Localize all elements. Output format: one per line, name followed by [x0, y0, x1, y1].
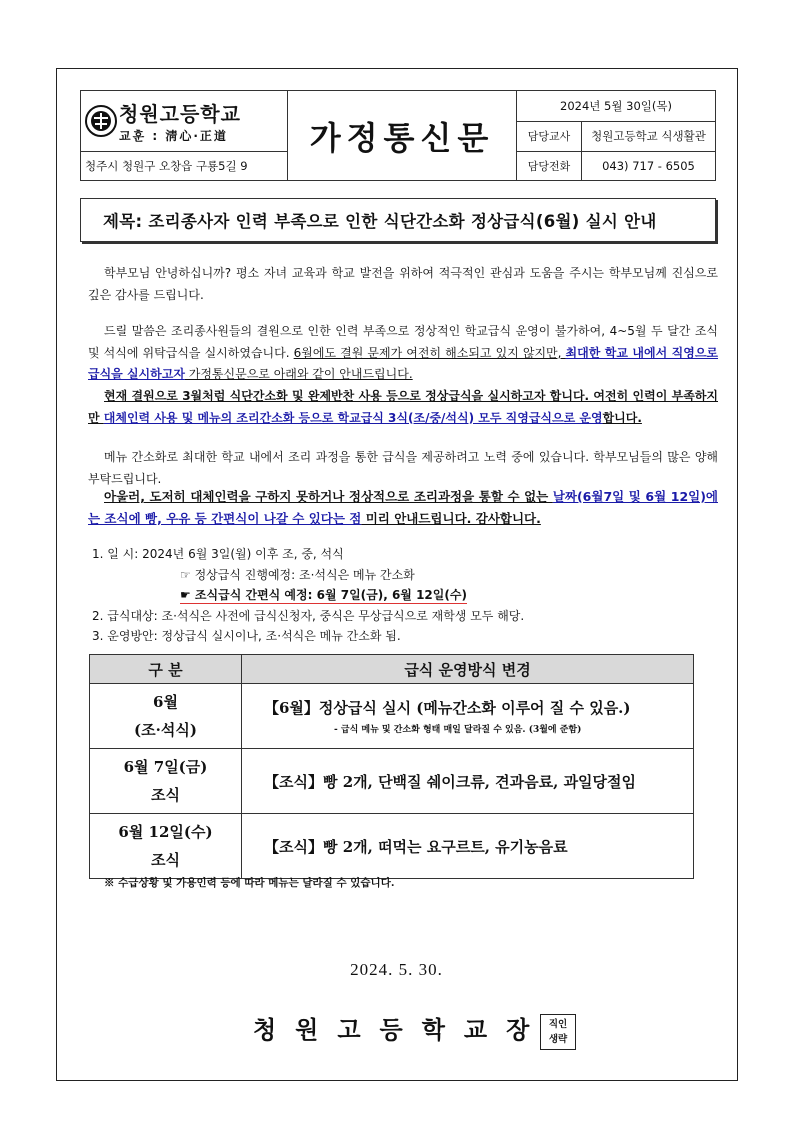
phone-label: 담당전화	[517, 152, 582, 181]
document-title: 가정통신문	[288, 91, 517, 181]
document-date: 2024년 5월 30일(목)	[517, 91, 716, 122]
school-motto: 교훈 : 淸心·正道	[119, 129, 228, 143]
header-table	[80, 90, 716, 181]
menu-header-period: 구 분	[90, 655, 242, 684]
menu-period: 6월 7일(금) 조식	[90, 749, 242, 814]
teacher-value: 청원고등학교 식생활관	[582, 121, 716, 152]
menu-header-change: 급식 운영방식 변경	[242, 655, 694, 684]
paragraph-simplification: 메뉴 간소화로 최대한 학교 내에서 조리 과정을 통한 급식을 제공하려고 노력 중에 있습니다. 학부모님들의 많은 양해 부탁드립니다.	[88, 450, 718, 486]
menu-period: 6월 12일(수) 조식	[90, 814, 242, 879]
notice-subject: 제목: 조리종사자 인력 부족으로 인한 식단간소화 정상급식(6월) 실시 안내	[80, 198, 716, 242]
paragraph-notice: 아울러, 도저히 대체인력을 구하지 못하거나 정상적으로 조리과정을 통할 수 없는 날짜(6월7일 및 6월 12일)에는 조식에 빵, 우유 등 간편식이 나갈 수 있다는 점 미리 안내드립니다. 감사합니다.	[88, 489, 718, 526]
menu-table	[89, 654, 694, 879]
detail-item-method: 3. 운영방안: 정상급식 실시이나, 조·석식은 메뉴 간소화 됨.	[92, 629, 401, 643]
paragraph-greeting: 학부모님 안녕하십니까? 평소 자녀 교육과 학교 발전을 위하여 적극적인 관심과 도움을 주시는 학부모님께 진심으로 깊은 감사를 드립니다.	[88, 266, 718, 302]
teacher-label: 담당교사	[517, 121, 582, 152]
school-address: 청주시 청원구 오창읍 구룡5길 9	[81, 152, 288, 181]
menu-period: 6월 (조·석식)	[90, 684, 242, 749]
detail-item-schedule: 1. 일 시: 2024년 6월 3일(월) 이후 조, 중, 석식	[92, 547, 344, 561]
detail-item-target: 2. 급식대상: 조·석식은 사전에 급식신청자, 중식은 무상급식으로 재학생 모두 해당.	[92, 608, 525, 623]
menu-description: 【조식】빵 2개, 단백질 쉐이크류, 견과음료, 과일당절임	[242, 749, 694, 814]
details-list	[92, 544, 732, 647]
table-row	[90, 684, 694, 749]
menu-footnote: ※ 수급상황 및 가용인력 등에 따라 메뉴는 달라질 수 있습니다.	[104, 877, 395, 889]
principal-signature: 청원고등학교장	[253, 1015, 549, 1044]
paragraph-background: 드릴 말씀은 조리종사원들의 결원으로 인한 인력 부족으로 정상적인 학교급식 운영이 불가하여, 4~5월 두 달간 조식 및 석식에 위탁급식을 실시하였습니다. 6월에도 결원 문제가 여전히 해소되고 있지 않지만, 최대한 학교 내에서 직영으로 급식을 실시하고자 가정통신문으로 아래와 같이 안내드립니다.	[88, 324, 719, 381]
official-seal-stamp: 직인 생략	[540, 1014, 576, 1050]
menu-description: 【6월】정상급식 실시 (메뉴간소화 이루어 질 수 있음.) - 급식 메뉴 및 간소화 형태 매일 달라질 수 있음. (3월에 준함)	[242, 684, 694, 749]
table-row	[90, 814, 694, 879]
menu-note: - 급식 메뉴 및 간소화 형태 매일 달라질 수 있음. (3월에 준함)	[334, 725, 582, 735]
detail-sub-normal: ☞ 정상급식 진행예정: 조·석식은 메뉴 간소화	[180, 567, 415, 582]
paragraph-plan: 현재 결원으로 3월처럼 식단간소화 및 완제반찬 사용 등으로 정상급식을 실시하고자 합니다. 여전히 인력이 부족하지만 대체인력 사용 및 메뉴의 조리간소화 등으로 학교급식 3식(조/중/석식) 모두 직영급식으로 운영합니다.	[88, 389, 718, 425]
footer-date: 2024. 5. 30.	[350, 960, 443, 979]
school-name: 청원고등학교	[119, 102, 241, 126]
menu-description: 【조식】빵 2개, 떠먹는 요구르트, 유기농음료	[242, 814, 694, 879]
table-row	[90, 749, 694, 814]
phone-value: 043) 717 - 6505	[582, 152, 716, 181]
school-logo-block	[81, 91, 288, 152]
school-emblem-icon	[85, 105, 117, 137]
detail-sub-simple: ☛ 조식급식 간편식 예정: 6월 7일(금), 6월 12일(수)	[180, 588, 467, 602]
